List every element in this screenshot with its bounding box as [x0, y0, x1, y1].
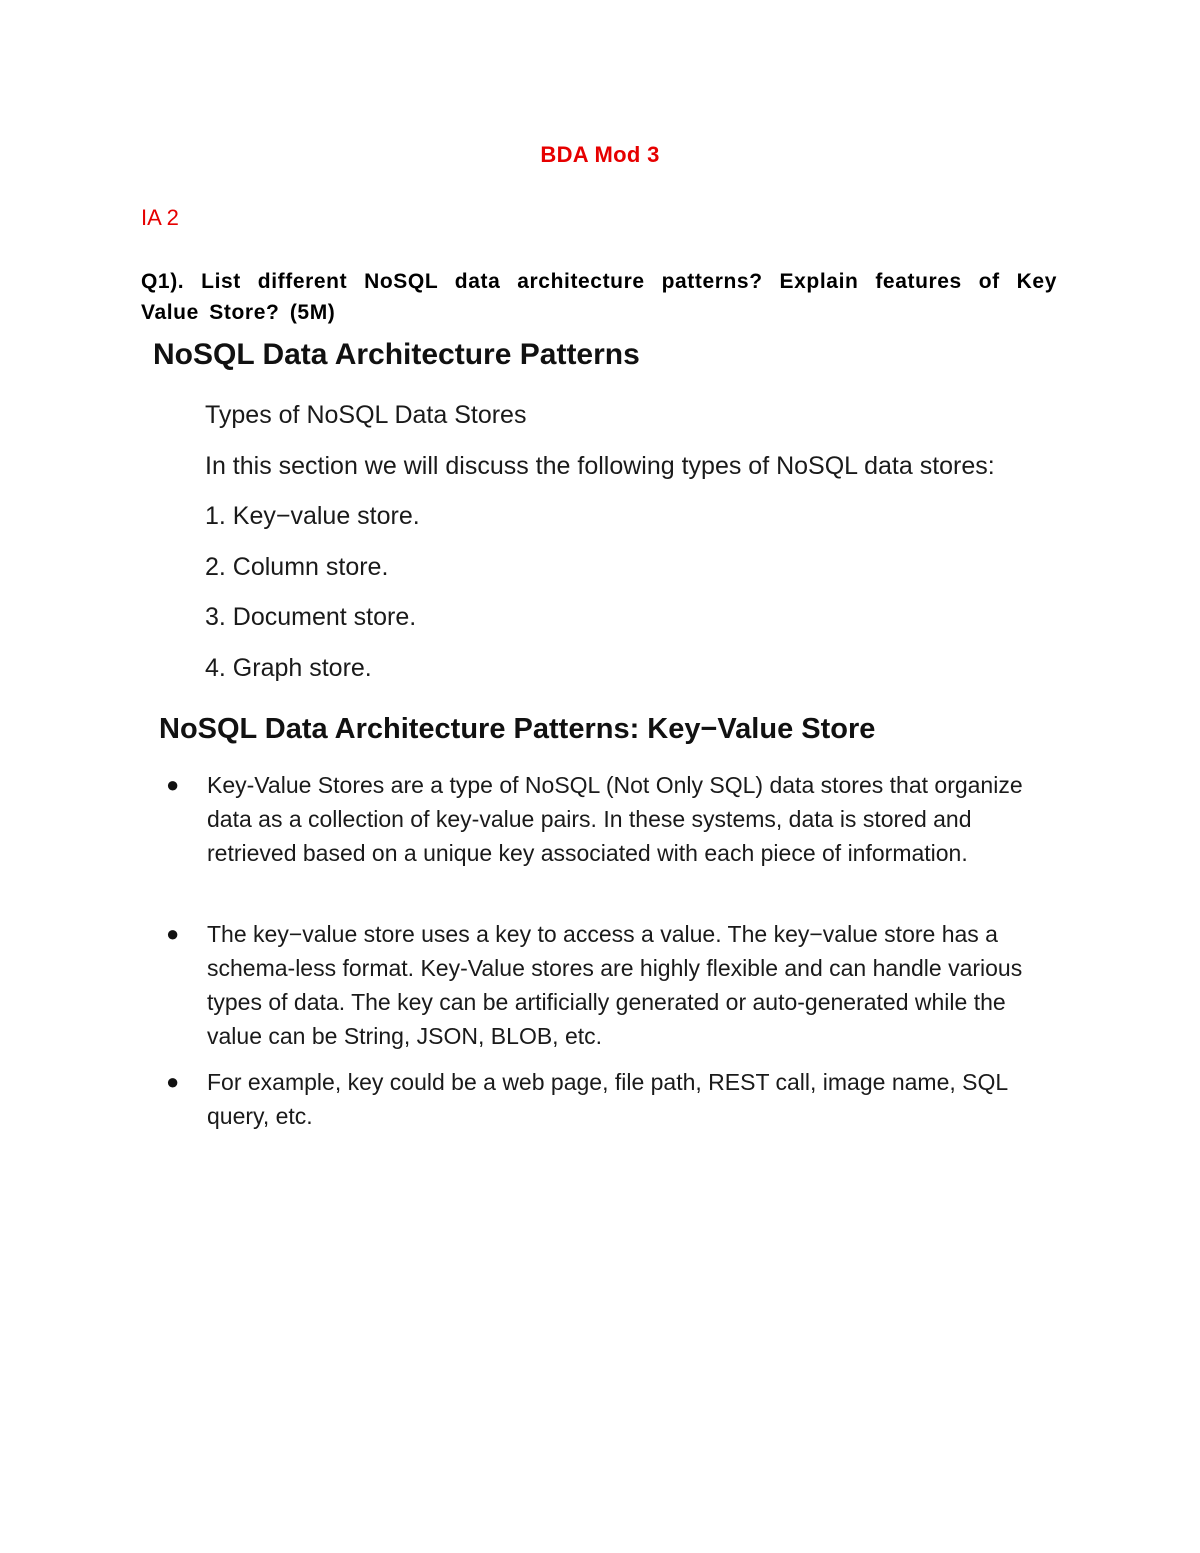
section-subtitle: Types of NoSQL Data Stores — [205, 401, 527, 429]
list-item: 2. Column store. — [205, 553, 389, 581]
bullet-text: Key-Value Stores are a type of NoSQL (Not Only SQL) data stores that organize data as a collection of key-value pairs. In these systems, data is stored and retrieved based on a unique key associated with each piece of information. — [207, 772, 1023, 866]
page-title: BDA Mod 3 — [540, 142, 660, 167]
ia-label: IA 2 — [141, 205, 179, 230]
bullet-icon: ● — [166, 921, 180, 946]
list-item: 4. Graph store. — [205, 654, 372, 682]
question-text: Q1). List different NoSQL data architecture patterns? Explain features of Key Value Store? (5M) — [141, 270, 1057, 324]
bullet-icon: ● — [166, 772, 180, 797]
section-intro: In this section we will discuss the following types of NoSQL data stores: — [205, 452, 995, 480]
list-item: 3. Document store. — [205, 603, 417, 631]
bullet-text: For example, key could be a web page, file path, REST call, image name, SQL query, etc. — [207, 1069, 1008, 1129]
list-item: 1. Key−value store. — [205, 502, 420, 530]
section-heading-key-value: NoSQL Data Architecture Patterns: Key−Value Store — [159, 713, 876, 745]
bullet-text: The key−value store uses a key to access a value. The key−value store has a schema-less format. Key-Value stores are highly flexible and can handle various types of data. The key can be artificially generated or auto-generated while the value can be String, JSON, BLOB, etc. — [207, 921, 1023, 1049]
bullet-icon: ● — [166, 1069, 180, 1094]
section-heading-patterns: NoSQL Data Architecture Patterns — [153, 338, 640, 371]
